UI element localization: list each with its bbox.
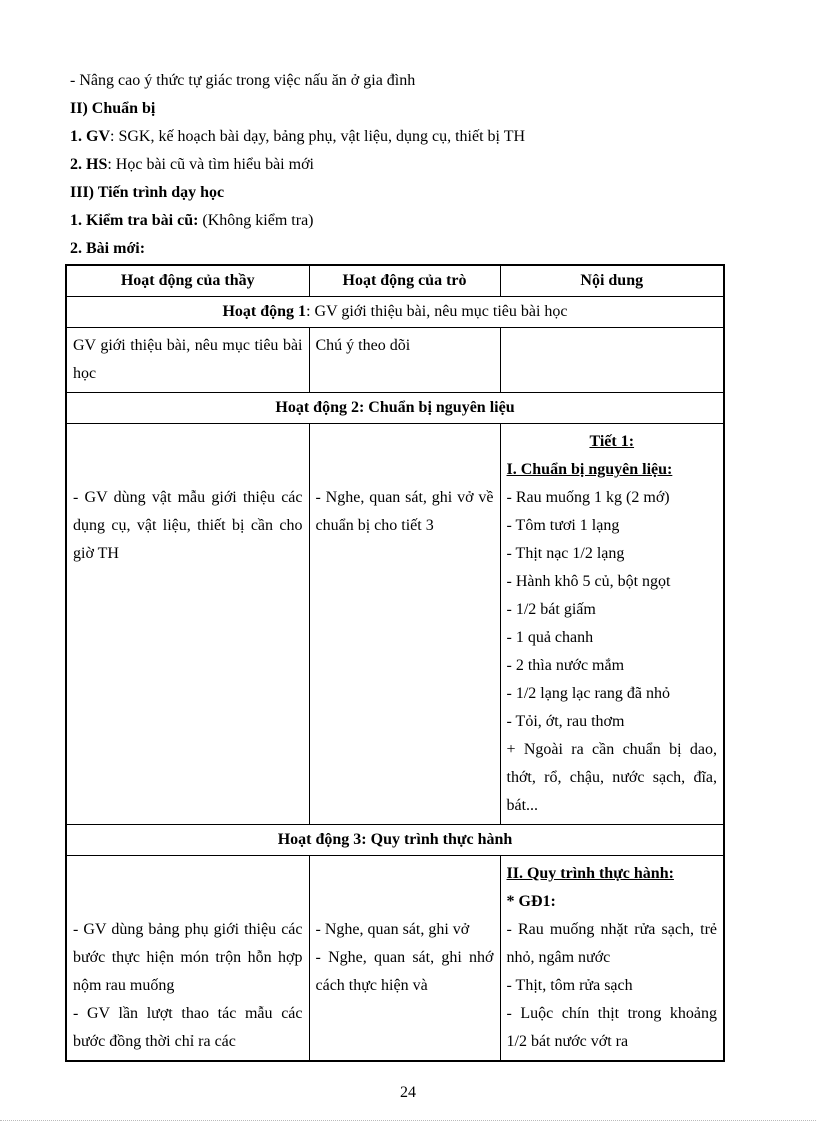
hs-line: [70, 155, 314, 175]
list-item: - Tôm tươi 1 lạng: [506, 517, 620, 534]
heading-process: III) Tiến trình dạy học: [70, 184, 225, 201]
row1-content: [500, 328, 724, 393]
list-item: - Tỏi, ớt, rau thơm: [506, 713, 625, 730]
page-bottom-divider: [0, 1120, 816, 1121]
check-text: (Không kiểm tra): [198, 212, 314, 229]
row3-teacher: [66, 856, 309, 1062]
table-row: [66, 328, 724, 393]
table-header-row: [66, 265, 724, 297]
row3-student-b: - Nghe, quan sát, ghi nhớ cách thực hiện và: [315, 949, 494, 994]
check-label: 1. Kiểm tra bài cũ:: [70, 212, 199, 229]
list-item: - 1/2 lạng lạc rang đã nhỏ: [506, 685, 670, 702]
activity-3-title: Hoạt động 3: Quy trình thực hành: [66, 825, 724, 856]
hs-text: : Học bài cũ và tìm hiểu bài mới: [107, 156, 314, 173]
header-student: Hoạt động của trò: [309, 265, 500, 297]
row2-content: [500, 424, 724, 825]
table-row: [66, 856, 724, 1062]
row3-content: [500, 856, 724, 1062]
activity-1-bold: Hoạt động 1: [222, 303, 307, 320]
list-item: - 1/2 bát giấm: [506, 601, 596, 618]
page-number: 24: [400, 1084, 416, 1101]
content-section-title: I. Chuẩn bị nguyên liệu:: [506, 461, 673, 478]
header-content: Nội dung: [500, 265, 724, 297]
activity-1-title: [66, 297, 724, 328]
activity-1-rest: : GV giới thiệu bài, nêu mục tiêu bài học: [306, 303, 568, 320]
lesson-table: [65, 264, 725, 1062]
list-item: - 2 thìa nước mắm: [506, 657, 625, 674]
gv-label: 1. GV: [70, 128, 110, 145]
ingredient-list: [507, 484, 718, 736]
row3-student: [309, 856, 500, 1062]
row3-content-c: - Luộc chín thịt trong khoảng 1/2 bát nước vớt ra: [506, 1005, 717, 1050]
row3-teacher-b: - GV lần lượt thao tác mẫu các bước đồng thời chỉ ra các: [73, 1005, 303, 1050]
activity-3-row: [66, 825, 724, 856]
row3-content-b: - Thịt, tôm rửa sạch: [506, 977, 633, 994]
row1-teacher: GV giới thiệu bài, nêu mục tiêu bài học: [66, 328, 309, 393]
heading-preparation: II) Chuẩn bị: [70, 100, 156, 117]
list-item: - Hành khô 5 củ, bột ngọt: [506, 573, 671, 590]
row3-teacher-a: - GV dùng bảng phụ giới thiệu các bước thực hiện món trộn hỗn hợp nộm rau muống: [73, 921, 303, 994]
row1-student: Chú ý theo dõi: [309, 328, 500, 393]
row3-content-sub: * GĐ1:: [506, 893, 556, 910]
check-line: [70, 211, 314, 231]
content-extra: + Ngoài ra cần chuẩn bị dao, thớt, rổ, chậu, nước sạch, đĩa, bát...: [506, 741, 717, 814]
list-item: - 1 quả chanh: [506, 629, 594, 646]
activity-2-row: [66, 393, 724, 424]
activity-1-row: [66, 297, 724, 328]
activity-2-title: Hoạt động 2: Chuẩn bị nguyên liệu: [66, 393, 724, 424]
row3-content-a: - Rau muống nhặt rửa sạch, trẻ nhỏ, ngâm nước: [506, 921, 717, 966]
row3-student-a: - Nghe, quan sát, ghi vở: [315, 921, 470, 938]
hs-label: 2. HS: [70, 156, 108, 173]
content-session-title: Tiết 1:: [589, 433, 635, 450]
intro-line-1: - Nâng cao ý thức tự giác trong việc nấu ăn ở gia đình: [70, 72, 416, 89]
row3-content-title: II. Quy trình thực hành:: [506, 865, 674, 882]
table-row: [66, 424, 724, 825]
gv-line: [70, 127, 525, 147]
list-item: - Thịt nạc 1/2 lạng: [506, 545, 625, 562]
gv-text: : SGK, kế hoạch bài dạy, bảng phụ, vật liệu, dụng cụ, thiết bị TH: [110, 128, 526, 145]
row2-student: - Nghe, quan sát, ghi vở về chuẩn bị cho tiết 3: [309, 424, 500, 825]
list-item: - Rau muống 1 kg (2 mớ): [506, 489, 670, 506]
header-teacher: Hoạt động của thầy: [66, 265, 309, 297]
new-lesson-label: 2. Bài mới:: [70, 240, 146, 257]
row2-teacher: - GV dùng vật mẫu giới thiệu các dụng cụ, vật liệu, thiết bị cần cho giờ TH: [66, 424, 309, 825]
